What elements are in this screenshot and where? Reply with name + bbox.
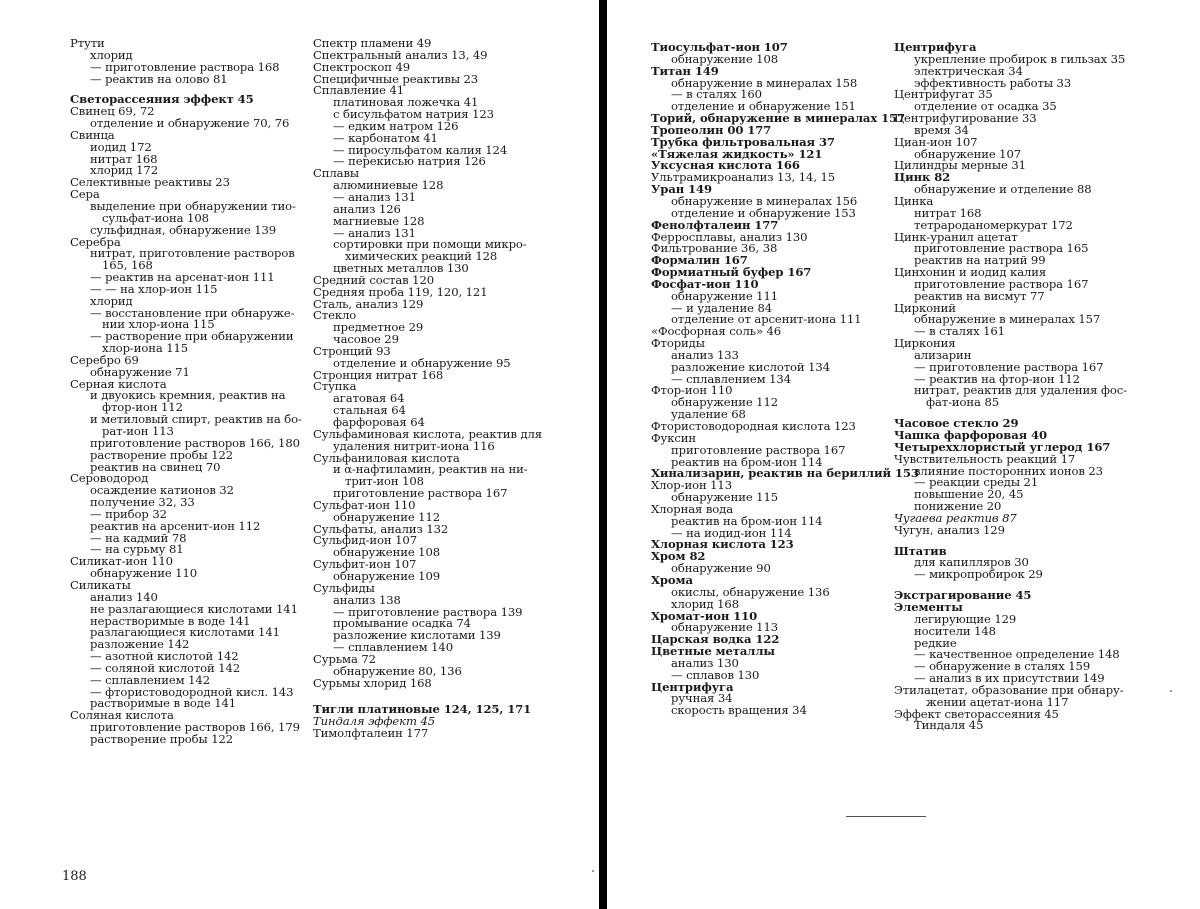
- index-entry: Царская водка 122: [651, 632, 780, 647]
- index-entry: нии хлор-иона 115: [102, 317, 215, 332]
- index-entry: Тиосульфат-ион 107: [651, 40, 788, 54]
- index-entry: Хлор-ион 113: [651, 478, 732, 493]
- index-entry: Хлорная кислота 123: [651, 537, 794, 552]
- index-entry: с бисульфатом натрия 123: [333, 107, 494, 122]
- index-entry: Сероводород: [70, 471, 149, 486]
- index-entry: Спектр пламени 49: [313, 36, 432, 50]
- index-entry: Циан-ион 107: [894, 134, 978, 149]
- index-entry: рат-ион 113: [102, 424, 174, 438]
- index-entry: Сульфид-ион 107: [313, 533, 417, 548]
- index-entry: анализ 138: [333, 592, 401, 607]
- index-entry: Цветные металлы: [651, 644, 775, 659]
- index-entry: выделение при обнаружении тио-: [90, 198, 296, 213]
- speck-mark: [592, 870, 594, 872]
- index-entry: реактив на свинец 70: [90, 459, 221, 474]
- index-entry: платиновая ложечка 41: [333, 95, 479, 110]
- index-entry: хлорид 172: [90, 163, 158, 178]
- index-entry: Фтористоводородная кислота 123: [651, 419, 856, 433]
- index-entry: хлорид: [90, 47, 133, 62]
- index-entry: обнаружение в минералах 156: [671, 193, 858, 208]
- index-entry: Часовое стекло 29: [894, 416, 1019, 431]
- index-entry: Циркония: [894, 336, 956, 351]
- index-entry: предметное 29: [333, 320, 424, 335]
- index-entry: нитрат, приготовление растворов: [90, 246, 295, 261]
- index-entry: реактив на висмут 77: [914, 288, 1045, 303]
- index-entry: укрепление пробирок в гильзах 35: [914, 51, 1126, 66]
- index-entry: Центрифуга: [894, 40, 977, 54]
- index-entry: Специфичные реактивы 23: [313, 71, 479, 86]
- index-entry: разлагающиеся кислотами 141: [90, 625, 280, 640]
- index-entry: Сульфиды: [313, 580, 375, 595]
- index-entry: сульфидная, обнаружение 139: [90, 222, 277, 237]
- index-entry: Тропеолин 00 177: [651, 122, 772, 137]
- index-entry: — на сурьму 81: [90, 542, 184, 557]
- index-entry: — азотной кислотой 142: [90, 649, 239, 664]
- index-entry: — реактив на арсенат-ион 111: [90, 270, 275, 285]
- index-entry: обнаружение 110: [90, 566, 197, 581]
- index-entry: окислы, обнаружение 136: [671, 584, 830, 599]
- index-entry: обнаружение 112: [671, 395, 778, 410]
- index-entry: — микропробирок 29: [914, 567, 1043, 582]
- index-entry: Хрома: [651, 572, 693, 587]
- index-entry: Хлорная вода: [651, 501, 734, 516]
- index-entry: и метиловый спирт, реактив на бо-: [90, 412, 302, 427]
- index-entry: обнаружение 111: [671, 288, 778, 303]
- index-entry: Фуксин: [651, 430, 697, 445]
- index-entry: удаление 68: [671, 407, 746, 422]
- index-entry: Чувствительность реакций 17: [894, 451, 1076, 466]
- index-entry: нитрат 168: [90, 151, 158, 166]
- index-entry: Четыреххлористый углерод 167: [894, 439, 1111, 454]
- index-entry: — соляной кислотой 142: [90, 660, 241, 675]
- index-entry: анализ 126: [333, 201, 401, 216]
- index-entry: — — на хлор-ион 115: [90, 281, 218, 296]
- index-entry: Штатив: [894, 543, 947, 558]
- index-entry: носители 148: [914, 623, 996, 638]
- index-entry: 165, 168: [102, 258, 153, 273]
- index-entry: жении ацетат-иона 117: [926, 694, 1069, 709]
- index-entry: — приготовление раствора 167: [914, 359, 1104, 374]
- index-entry: Сурьма 72: [313, 651, 376, 666]
- index-entry: реактив на бром-ион 114: [671, 454, 823, 469]
- index-entry: Цинк 82: [894, 170, 951, 185]
- index-entry: разложение 142: [90, 637, 190, 652]
- index-entry: отделение от осадка 35: [914, 99, 1057, 114]
- index-entry: электрическая 34: [914, 63, 1023, 78]
- index-entry: Селективные реактивы 23: [70, 175, 230, 190]
- index-entry: понижение 20: [914, 499, 1002, 514]
- index-entry: реактив на бром-ион 114: [671, 513, 823, 528]
- index-entry: Центрифугат 35: [894, 87, 993, 102]
- index-entry: иодид 172: [90, 139, 152, 154]
- index-entry: приготовление раствора 167: [671, 442, 846, 457]
- index-entry: Силикат-ион 110: [70, 554, 173, 569]
- index-entry: — анализ 131: [333, 225, 416, 240]
- index-entry: обнаружение 109: [333, 568, 440, 583]
- index-entry: разложение кислотой 134: [671, 359, 830, 374]
- index-entry: «Тяжелая жидкость» 121: [651, 146, 823, 161]
- index-entry: Тимолфталеин 177: [313, 726, 429, 741]
- index-entry: разложение кислотами 139: [333, 628, 501, 643]
- index-entry: Экстрагирование 45: [894, 588, 1032, 603]
- index-entry: — пиросульфатом калия 124: [333, 142, 508, 157]
- index-entry: и двуокись кремния, реактив на: [90, 388, 286, 403]
- index-entry: Этилацетат, образование при обнару-: [894, 682, 1124, 697]
- speck-mark: [1170, 690, 1172, 692]
- index-entry: Хром 82: [651, 549, 706, 564]
- index-entry: — реакции среды 21: [914, 475, 1039, 490]
- index-entry: — сплавлением 134: [671, 371, 791, 386]
- index-entry: Цинк-уранил ацетат: [894, 229, 1018, 244]
- index-entry: — и удаление 84: [671, 300, 773, 315]
- index-entry: нитрат 168: [914, 205, 982, 220]
- index-entry: приготовление раствора 165: [914, 241, 1089, 256]
- index-entry: легирующие 129: [914, 611, 1017, 626]
- index-entry: обнаружение в минералах 158: [671, 75, 858, 90]
- index-entry: анализ 140: [90, 589, 158, 604]
- index-entry: Силикаты: [70, 577, 131, 592]
- index-entry: Тигли платиновые 124, 125, 171: [313, 702, 532, 717]
- index-entry: — сплавлением 142: [90, 672, 210, 687]
- index-entry: хлорид: [90, 293, 133, 308]
- index-entry: Цинхонин и иодид калия: [894, 265, 1047, 280]
- index-entry: — анализ в их присутствии 149: [914, 671, 1105, 686]
- index-entry: обнаружение 113: [671, 620, 778, 635]
- index-entry: анализ 130: [671, 655, 739, 670]
- index-entry: Стронция нитрат 168: [313, 367, 444, 382]
- index-entry: Ртути: [70, 36, 105, 50]
- index-entry: обнаружение 71: [90, 364, 190, 379]
- index-entry: Хинализарин, реактив на бериллий 153: [651, 466, 919, 481]
- index-entry: Серебро 69: [70, 352, 139, 367]
- index-entry: анализ 133: [671, 347, 739, 362]
- index-entry: Серная кислота: [70, 376, 167, 391]
- index-entry: редкие: [914, 635, 957, 650]
- index-entry: нитрат, реактив для удаления фос-: [914, 383, 1128, 398]
- index-entry: Светорассеяния эффект 45: [70, 92, 254, 107]
- index-entry: Ультрамикроанализ 13, 14, 15: [651, 170, 836, 185]
- right-page: [606, 0, 1200, 909]
- index-entry: нерастворимые в воде 141: [90, 613, 251, 628]
- index-entry: Сурьмы хлорид 168: [313, 675, 432, 690]
- index-entry: агатовая 64: [333, 391, 405, 406]
- closing-rule: [846, 816, 926, 817]
- index-entry: — на кадмий 78: [90, 530, 187, 545]
- index-entry: удаления нитрит-иона 116: [333, 438, 495, 453]
- index-entry: обнаружение 115: [671, 490, 778, 505]
- index-entry: время 34: [914, 122, 969, 137]
- index-entry: Цирконий: [894, 300, 956, 315]
- index-entry: Хромат-ион 110: [651, 608, 758, 623]
- index-entry: — сплавов 130: [671, 667, 760, 682]
- index-entry: Формалин 167: [651, 253, 748, 268]
- index-entry: часовое 29: [333, 332, 399, 347]
- index-entry: — в сталях 161: [914, 324, 1005, 339]
- index-entry: получение 32, 33: [90, 495, 195, 510]
- index-entry: Трубка фильтровальная 37: [651, 134, 835, 149]
- index-entry: — обнаружение в сталях 159: [914, 659, 1091, 674]
- index-entry: приготовление раствора 167: [333, 486, 508, 501]
- index-entry: и α-нафтиламин, реактив на ни-: [333, 462, 528, 477]
- index-entry: обнаружение 108: [671, 51, 778, 66]
- index-entry: обнаружение 107: [914, 146, 1021, 161]
- index-entry: химических реакций 128: [345, 249, 498, 264]
- index-entry: Фильтрование 36, 38: [651, 241, 778, 256]
- index-entry: — карбонатом 41: [333, 130, 438, 145]
- index-entry: Свинца: [70, 127, 115, 142]
- index-entry: Уксусная кислота 166: [651, 158, 800, 173]
- index-column-1: [70, 38, 308, 746]
- index-entry: обнаружение 112: [333, 509, 440, 524]
- index-entry: Соляная кислота: [70, 708, 174, 723]
- index-entry: Стекло: [313, 308, 357, 323]
- index-entry: алюминиевые 128: [333, 178, 444, 193]
- index-entry: Сплавы: [313, 166, 360, 181]
- index-entry: Ферросплавы, анализ 130: [651, 229, 808, 244]
- index-entry: скорость вращения 34: [671, 703, 807, 718]
- index-entry: ализарин: [914, 347, 972, 362]
- index-entry: Сталь, анализ 129: [313, 296, 424, 311]
- index-entry: приготовление растворов 166, 179: [90, 720, 300, 735]
- index-entry: Уран 149: [651, 182, 712, 197]
- index-entry: трит-ион 108: [345, 474, 424, 489]
- index-entry: Формиатный буфер 167: [651, 265, 812, 280]
- index-entry: Фториды: [651, 336, 705, 351]
- index-entry: осаждение катионов 32: [90, 483, 234, 498]
- index-entry: — анализ 131: [333, 189, 416, 204]
- index-entry: фарфоровая 64: [333, 415, 425, 429]
- index-entry: обнаружение 80, 136: [333, 663, 462, 678]
- page-number: 188: [62, 869, 87, 884]
- index-entry: Чашка фарфоровая 40: [894, 428, 1047, 442]
- index-entry: — приготовление раствора 139: [333, 604, 523, 619]
- index-entry: — в сталях 160: [671, 87, 762, 102]
- index-entry: отделение от арсенит-иона 111: [671, 312, 862, 327]
- index-entry: цветных металлов 130: [333, 261, 469, 276]
- index-entry: Ступка: [313, 379, 357, 394]
- index-entry: Тиндаля эффект 45: [313, 714, 435, 729]
- index-entry: Свинец 69, 72: [70, 104, 155, 119]
- index-entry: Сплавление 41: [313, 83, 405, 98]
- index-entry: Титан 149: [651, 63, 719, 78]
- index-entry: — перекисью натрия 126: [333, 154, 486, 169]
- index-entry: — качественное определение 148: [914, 647, 1120, 662]
- index-entry: реактив на арсенит-ион 112: [90, 518, 261, 533]
- index-entry: Тиндаля 45: [914, 718, 984, 733]
- index-entry: стальная 64: [333, 403, 406, 418]
- index-entry: Эффект светорассеяния 45: [894, 706, 1059, 721]
- index-entry: повышение 20, 45: [914, 487, 1024, 502]
- index-entry: Чугун, анализ 129: [894, 522, 1005, 537]
- index-entry: Сульфаниловая кислота: [313, 450, 460, 465]
- index-entry: — на иодид-ион 114: [671, 525, 792, 540]
- index-entry: Элементы: [894, 599, 963, 614]
- index-entry: — прибор 32: [90, 506, 167, 521]
- index-entry: не разлагающиеся кислотами 141: [90, 601, 298, 616]
- index-entry: Сульфит-ион 107: [313, 557, 417, 572]
- index-entry: растворение пробы 122: [90, 447, 234, 462]
- index-entry: Спектральный анализ 13, 49: [313, 47, 488, 62]
- index-entry: — восстановление при обнаруже-: [90, 305, 295, 320]
- index-entry: Серебра: [70, 234, 121, 249]
- index-entry: Фосфат-ион 110: [651, 276, 759, 291]
- index-entry: — приготовление раствора 168: [90, 59, 280, 74]
- index-entry: приготовление раствора 167: [914, 276, 1089, 291]
- index-entry: Цилиндры мерные 31: [894, 158, 1026, 173]
- index-entry: промывание осадка 74: [333, 616, 471, 631]
- index-entry: магниевые 128: [333, 213, 425, 228]
- index-entry: сортировки при помощи микро-: [333, 237, 527, 252]
- index-entry: реактив на натрий 99: [914, 253, 1046, 268]
- index-entry: Центрифуга: [651, 679, 734, 694]
- index-entry: отделение и обнаружение 153: [671, 205, 856, 220]
- index-entry: Стронций 93: [313, 343, 391, 358]
- index-entry: растворение пробы 122: [90, 731, 234, 746]
- index-entry: — растворение при обнаружении: [90, 329, 294, 344]
- index-entry: эффективность работы 33: [914, 75, 1072, 90]
- index-entry: — сплавлением 140: [333, 640, 453, 655]
- index-entry: — едким натром 126: [333, 118, 459, 133]
- index-entry: отделение и обнаружение 151: [671, 99, 856, 114]
- index-entry: Сульфат-ион 110: [313, 497, 416, 512]
- index-column-4: [894, 42, 1194, 732]
- index-entry: обнаружение и отделение 88: [914, 182, 1092, 197]
- index-entry: Цинка: [894, 193, 934, 208]
- index-entry: обнаружение 90: [671, 561, 771, 576]
- index-column-2: [313, 38, 598, 740]
- index-entry: отделение и обнаружение 70, 76: [90, 116, 290, 131]
- index-entry: Средний состав 120: [313, 272, 434, 287]
- index-entry: отделение и обнаружение 95: [333, 355, 511, 370]
- index-entry: Спектроскоп 49: [313, 59, 411, 74]
- index-entry: сульфат-иона 108: [102, 210, 209, 225]
- index-entry: обнаружение 108: [333, 545, 440, 560]
- index-entry: фат-иона 85: [926, 395, 1000, 410]
- index-entry: фтор-ион 112: [102, 400, 183, 415]
- index-entry: хлор-иона 115: [102, 341, 189, 356]
- index-entry: ручная 34: [671, 691, 733, 706]
- index-entry: — реактив на фтор-ион 112: [914, 371, 1080, 386]
- index-entry: Средняя проба 119, 120, 121: [313, 284, 488, 299]
- index-entry: Торий, обнаружение в минералах 157: [651, 111, 905, 126]
- index-entry: тетрароданомеркурат 172: [914, 217, 1073, 232]
- index-entry: Сульфаты, анализ 132: [313, 521, 449, 536]
- index-entry: Центрифугирование 33: [894, 111, 1037, 126]
- index-entry: — реактив на олово 81: [90, 71, 228, 86]
- index-entry: Сульфаминовая кислота, реактив для: [313, 426, 542, 441]
- index-entry: приготовление растворов 166, 180: [90, 435, 300, 450]
- index-entry: «Фосфорная соль» 46: [651, 324, 782, 339]
- index-entry: обнаружение в минералах 157: [914, 312, 1101, 327]
- index-entry: хлорид 168: [671, 596, 739, 611]
- index-entry: влияние посторонних ионов 23: [914, 463, 1103, 478]
- index-entry: Фенолфталеин 177: [651, 217, 779, 232]
- index-entry: Фтор-ион 110: [651, 383, 733, 398]
- index-entry: — фтористоводородной кисл. 143: [90, 684, 294, 699]
- index-entry: Чугаева реактив 87: [894, 510, 1017, 525]
- index-entry: Сера: [70, 187, 100, 202]
- index-entry: растворимые в воде 141: [90, 696, 237, 711]
- index-entry: для капилляров 30: [914, 555, 1029, 570]
